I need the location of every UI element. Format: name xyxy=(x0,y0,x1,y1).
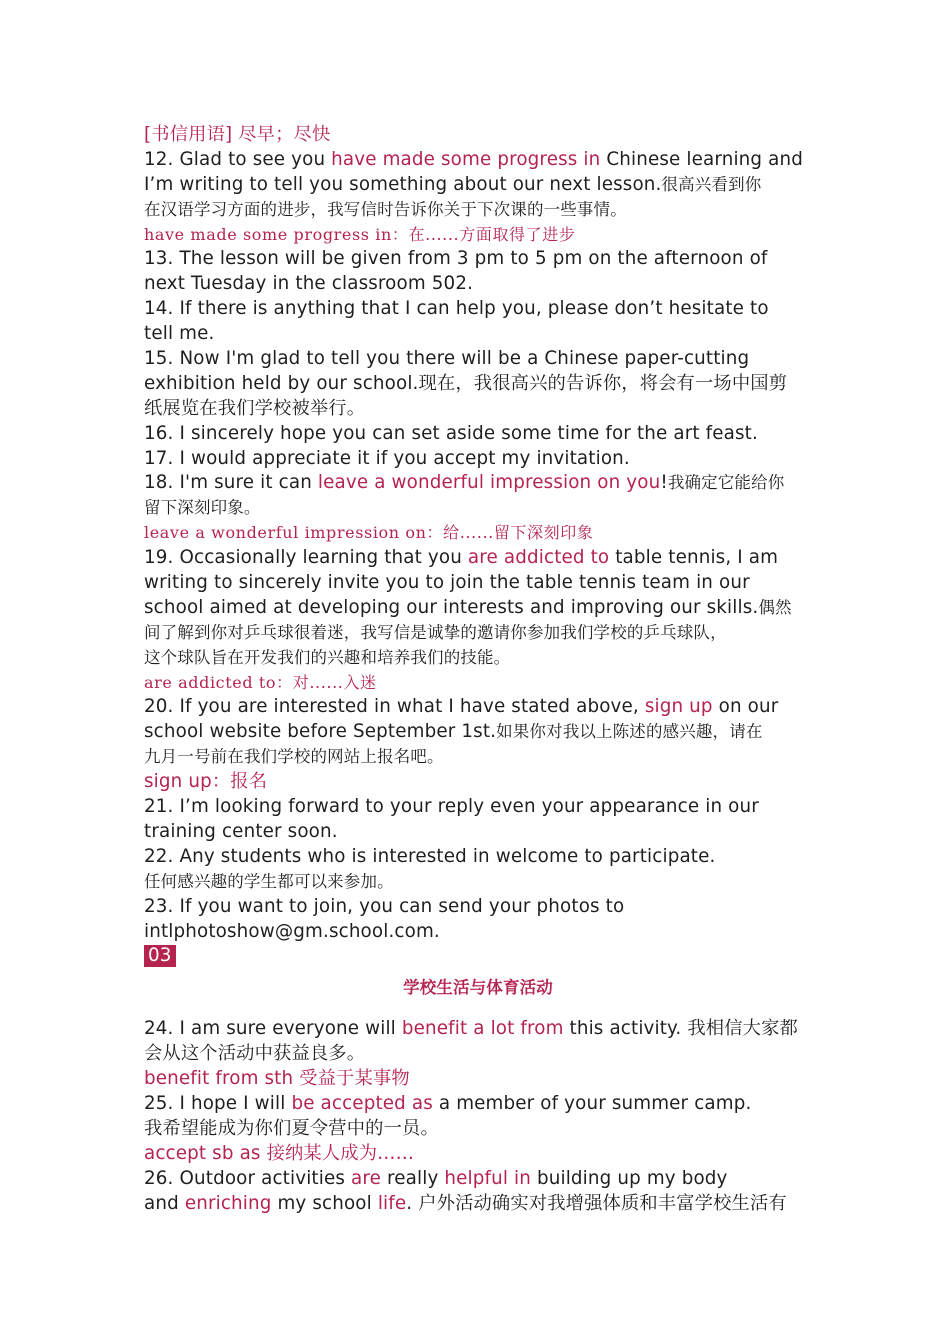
text-line xyxy=(144,845,812,870)
text-line xyxy=(144,646,812,671)
text-line xyxy=(144,223,812,248)
highlighted-phrase: benefit from sth 受益于某事物 xyxy=(144,1068,410,1090)
highlighted-phrase: are addicted to xyxy=(467,547,610,569)
highlighted-phrase: life xyxy=(377,1192,407,1214)
text-segment: 12. Glad to see you xyxy=(144,148,332,170)
text-line xyxy=(144,571,812,596)
text-line xyxy=(144,198,812,223)
text-segment: on our xyxy=(712,696,779,718)
text-segment: 纸展览在我们学校被举行。 xyxy=(144,397,366,419)
text-segment: building up my body xyxy=(531,1167,728,1189)
text-line xyxy=(144,745,812,770)
text-line xyxy=(144,123,812,148)
text-line xyxy=(144,795,812,820)
text-segment: 现在，我很高兴的告诉你，将会有一场中国剪 xyxy=(418,372,788,394)
text-line xyxy=(144,521,812,546)
text-segment: next Tuesday in the classroom 502. xyxy=(144,273,474,295)
section-title: 学校生活与体育活动 xyxy=(403,978,553,998)
highlighted-phrase: are xyxy=(351,1167,382,1189)
text-segment: 在汉语学习方面的进步，我写信时告诉你关于下次课的一些事情。 xyxy=(144,199,627,219)
text-segment: 会从这个活动中获益良多。 xyxy=(144,1043,366,1065)
text-segment: school website before September 1st. xyxy=(144,721,497,743)
text-segment: intlphotoshow@gm.school.com. xyxy=(144,920,440,942)
text-segment: and xyxy=(144,1192,185,1214)
text-segment: writing to sincerely invite you to join the table tennis team in our xyxy=(144,572,750,594)
text-line xyxy=(144,471,812,496)
text-segment: . 户外活动确实对我增强体质和丰富学校生活有 xyxy=(406,1192,787,1214)
highlighted-phrase: sign up：报名 xyxy=(144,771,268,793)
text-line xyxy=(144,1092,812,1117)
text-line xyxy=(144,297,812,322)
text-line xyxy=(144,447,812,472)
text-segment: training center soon. xyxy=(144,820,338,842)
highlighted-phrase: be accepted as xyxy=(291,1092,433,1114)
text-line xyxy=(144,397,812,422)
section-number-badge: 03 xyxy=(144,945,176,967)
text-segment: 九月一号前在我们学校的网站上报名吧。 xyxy=(144,747,444,767)
text-segment: 19. Occasionally learning that you xyxy=(144,547,468,569)
text-segment: Chinese learning and xyxy=(600,148,803,170)
text-segment: 15. Now I'm glad to tell you there will be a Chinese paper-cutting xyxy=(144,348,750,370)
text-segment: 间了解到你对乒乓球很着迷，我写信是诚挚的邀请你参加我们学校的乒乓球队， xyxy=(144,622,727,642)
text-line xyxy=(144,372,812,397)
text-segment: 21. I’m looking forward to your reply even your appearance in our xyxy=(144,796,759,818)
text-segment: 13. The lesson will be given from 3 pm to 5 pm on the afternoon of xyxy=(144,248,768,270)
text-line xyxy=(144,895,812,920)
highlighted-phrase: benefit a lot from xyxy=(401,1018,564,1040)
text-segment: 如果你对我以上陈述的感兴趣，请在 xyxy=(496,722,763,742)
text-line xyxy=(144,422,812,447)
text-line xyxy=(144,173,812,198)
text-segment: table tennis, I am xyxy=(609,547,779,569)
text-line xyxy=(144,1167,812,1192)
text-segment: my school xyxy=(271,1192,378,1214)
text-line xyxy=(144,621,812,646)
text-line xyxy=(144,695,812,720)
text-segment: 偶然 xyxy=(758,597,792,617)
text-segment: 23. If you want to join, you can send your photos to xyxy=(144,895,625,917)
document-body xyxy=(144,123,812,1216)
text-segment: 留下深刻印象。 xyxy=(144,498,261,518)
highlighted-phrase: leave a wonderful impression on：给......留下深刻印象 xyxy=(144,523,594,543)
school-life-section xyxy=(144,1017,812,1216)
text-line xyxy=(144,1142,812,1167)
text-line xyxy=(144,272,812,297)
text-line xyxy=(144,148,812,173)
text-segment: 25. I hope I will xyxy=(144,1092,292,1114)
text-segment: 我确定它能给你 xyxy=(667,473,785,493)
section-spacer xyxy=(144,1003,812,1017)
text-line xyxy=(144,247,812,272)
highlighted-phrase: are addicted to：对......入迷 xyxy=(144,672,377,692)
text-line xyxy=(144,496,812,521)
highlighted-phrase: have made some progress in：在......方面取得了进步 xyxy=(144,224,576,244)
text-line xyxy=(144,870,812,895)
text-line xyxy=(144,720,812,745)
text-segment: 22. Any students who is interested in welcome to participate. xyxy=(144,845,716,867)
text-segment: I’m writing to tell you something about our next lesson. xyxy=(144,173,662,195)
text-line xyxy=(144,1192,812,1217)
text-segment: 18. I'm sure it can xyxy=(144,472,318,494)
text-segment: 24. I am sure everyone will xyxy=(144,1018,402,1040)
text-segment: 我希望能成为你们夏令营中的一员。 xyxy=(144,1117,439,1139)
text-segment: 14. If there is anything that I can help you, please don’t hesitate to xyxy=(144,298,769,320)
highlighted-phrase: helpful in xyxy=(444,1167,532,1189)
text-line xyxy=(144,1017,812,1042)
text-segment: really xyxy=(381,1167,445,1189)
highlighted-phrase: accept sb as 接纳某人成为…… xyxy=(144,1142,415,1164)
highlighted-phrase: leave a wonderful impression on you xyxy=(317,472,661,494)
text-segment: 这个球队旨在开发我们的兴趣和培养我们的技能。 xyxy=(144,647,511,667)
text-segment: exhibition held by our school. xyxy=(144,372,419,394)
text-line xyxy=(144,920,812,945)
letter-phrases-section xyxy=(144,123,812,944)
text-segment: 17. I would appreciate it if you accept my invitation. xyxy=(144,447,630,469)
text-line xyxy=(144,1117,812,1142)
text-line xyxy=(144,1067,812,1092)
text-line xyxy=(144,770,812,795)
text-segment: school aimed at developing our interests and improving our skills. xyxy=(144,596,759,618)
text-line xyxy=(144,671,812,696)
text-line xyxy=(144,1042,812,1067)
section-badge-row xyxy=(144,944,812,969)
text-line xyxy=(144,322,812,347)
text-line xyxy=(144,546,812,571)
text-segment: 任何感兴趣的学生都可以来参加。 xyxy=(144,871,394,891)
text-segment: 很高兴看到你 xyxy=(661,174,762,194)
text-segment: ! xyxy=(660,472,668,494)
highlighted-phrase: enriching xyxy=(184,1192,272,1214)
text-segment: tell me. xyxy=(144,323,215,345)
text-segment: 20. If you are interested in what I have stated above, xyxy=(144,696,645,718)
highlighted-phrase: [书信用语] 尽早；尽快 xyxy=(144,124,331,145)
text-line xyxy=(144,347,812,372)
text-segment: a member of your summer camp. xyxy=(432,1092,752,1114)
text-segment: 16. I sincerely hope you can set aside some time for the art feast. xyxy=(144,422,758,444)
text-line xyxy=(144,596,812,621)
highlighted-phrase: sign up xyxy=(644,696,713,718)
text-line xyxy=(144,820,812,845)
highlighted-phrase: have made some progress in xyxy=(331,148,601,170)
text-segment: this activity. 我相信大家都 xyxy=(563,1018,798,1040)
text-segment: 26. Outdoor activities xyxy=(144,1167,352,1189)
